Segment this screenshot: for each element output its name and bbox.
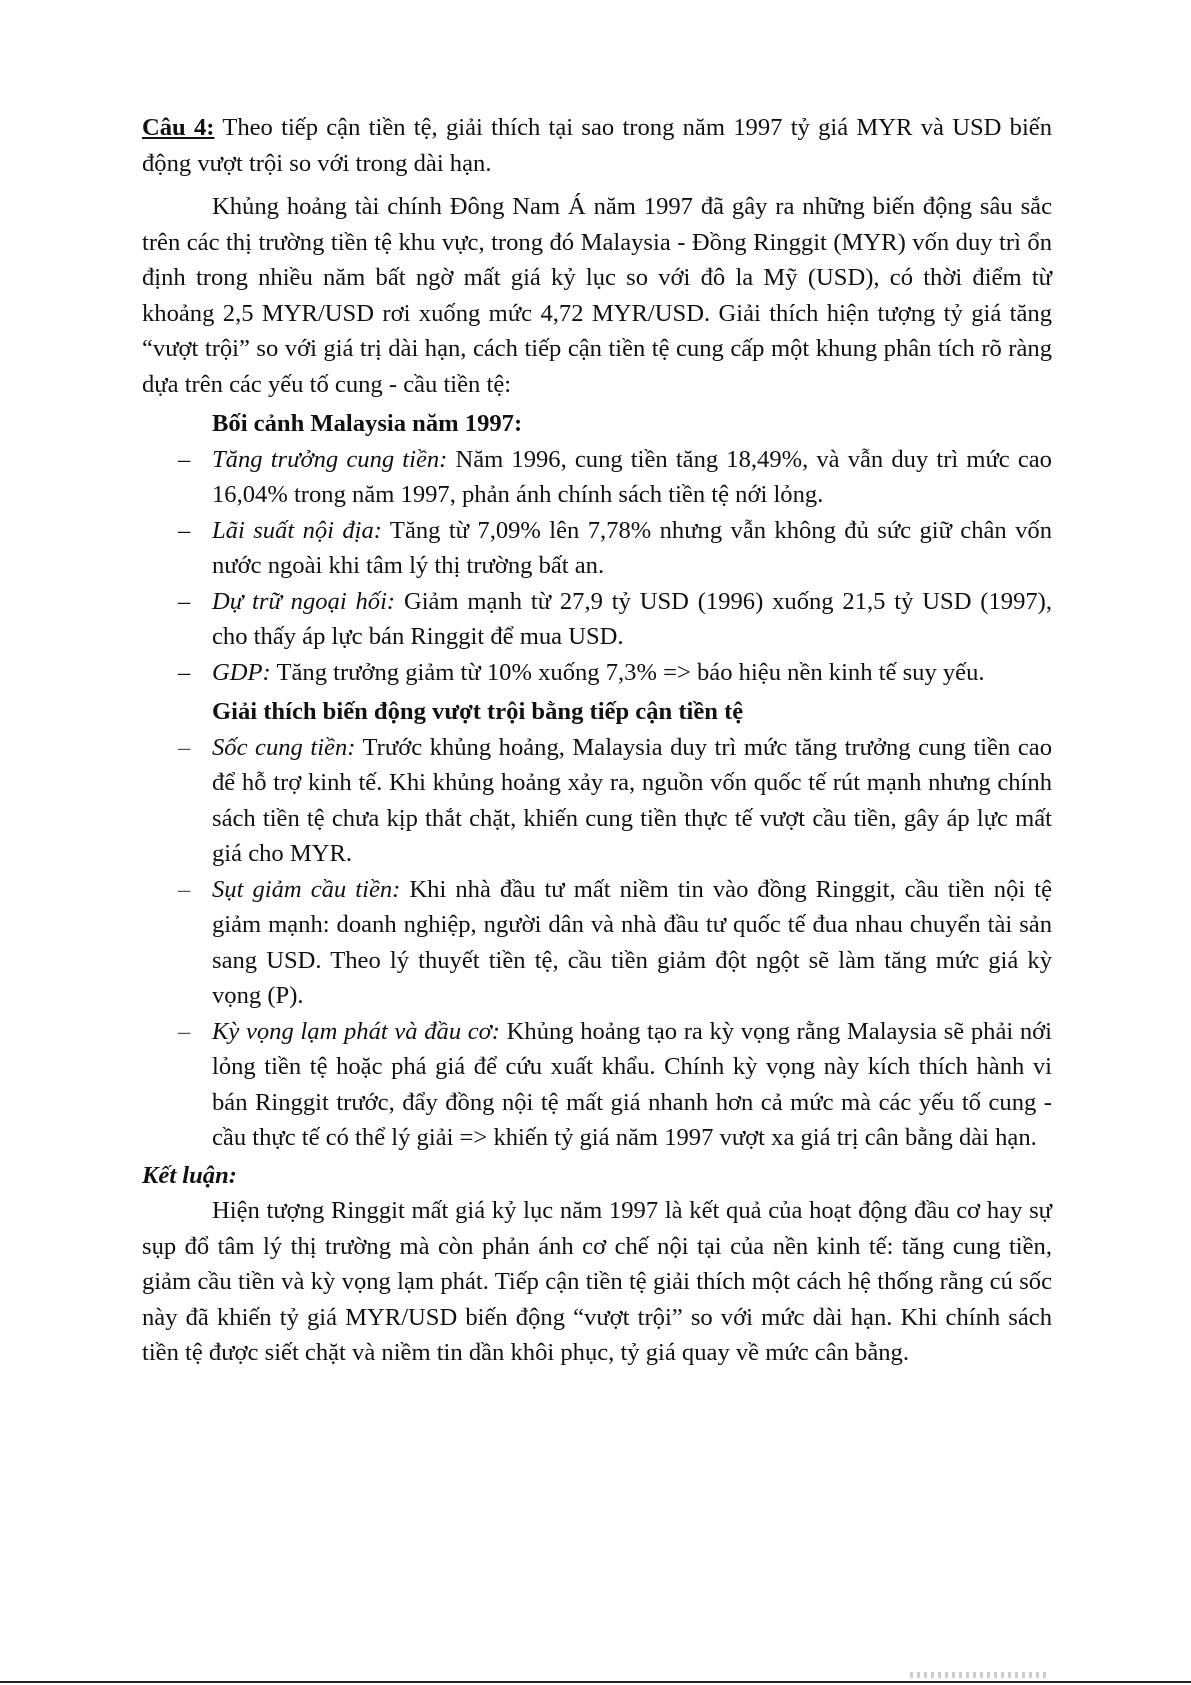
item-term: Tăng trưởng cung tiền:	[212, 445, 448, 473]
dash-bullet: –	[178, 445, 191, 473]
list-item	[142, 872, 1052, 1014]
conclusion-paragraph: Hiện tượng Ringgit mất giá kỷ lục năm 1997 là kết quả của hoạt động đầu cơ hay sự sụp đổ tâm lý thị trường mà còn phản ánh cơ chế nội tại của nền kinh tế: tăng cung tiền, giảm cầu tiền và kỳ vọng lạm phát. Tiếp cận tiền tệ giải thích một cách hệ thống rằng cú sốc này đã khiến tỷ giá MYR/USD biến động “vượt trội” so với mức dài hạn. Khi chính sách tiền tệ được siết chặt và niềm tin dần khôi phục, tỷ giá quay về mức cân bằng.	[142, 1197, 1052, 1366]
item-term: Sụt giảm cầu tiền:	[212, 875, 401, 903]
item-text: Năm 1996, cung tiền tăng 18,49%, và vẫn duy trì mức cao 16,04% trong năm 1997, phản ánh chính sách tiền tệ nới lỏng.	[212, 445, 1052, 508]
explanation-heading: Giải thích biến động vượt trội bằng tiếp cận tiền tệ	[212, 698, 744, 725]
footer-divider	[0, 1681, 1191, 1683]
list-item	[142, 442, 1052, 513]
list-item	[142, 584, 1052, 655]
explanation-list	[142, 730, 1052, 1156]
item-text: Tăng trưởng giảm từ 10% xuống 7,3% => báo hiệu nền kinh tế suy yếu.	[270, 658, 985, 686]
question-text: Theo tiếp cận tiền tệ, giải thích tại sao trong năm 1997 tỷ giá MYR và USD biến động vượt trội so với trong dài hạn.	[142, 114, 1053, 177]
context-heading: Bối cảnh Malaysia năm 1997:	[212, 410, 523, 437]
item-text: Giảm mạnh từ 27,9 tỷ USD (1996) xuống 21,5 tỷ USD (1997), cho thấy áp lực bán Ringgit để mua USD.	[212, 587, 1053, 650]
document-page	[142, 110, 1052, 1371]
item-term: Sốc cung tiền:	[212, 733, 356, 761]
list-item	[142, 730, 1052, 872]
item-term: Dự trữ ngoại hối:	[212, 587, 396, 615]
list-item	[142, 1014, 1052, 1156]
dash-bullet: –	[178, 875, 191, 903]
item-term: Lãi suất nội địa:	[212, 516, 382, 544]
dash-bullet: –	[178, 1017, 191, 1045]
item-term: Kỳ vọng lạm phát và đầu cơ:	[212, 1017, 500, 1045]
context-list	[142, 442, 1052, 691]
dash-bullet: –	[178, 516, 191, 544]
intro-paragraph: Khủng hoảng tài chính Đông Nam Á năm 1997 đã gây ra những biến động sâu sắc trên các thị trường tiền tệ khu vực, trong đó Malaysia - Đồng Ringgit (MYR) vốn duy trì ổn định trong nhiều năm bất ngờ mất giá kỷ lục so với đô la Mỹ (USD), có thời điểm từ khoảng 2,5 MYR/USD rơi xuống mức 4,72 MYR/USD. Giải thích hiện tượng tỷ giá tăng “vượt trội” so với giá trị dài hạn, cách tiếp cận tiền tệ cung cấp một khung phân tích rõ ràng dựa trên các yếu tố cung - cầu tiền tệ:	[142, 193, 1052, 398]
item-text: Khi nhà đầu tư mất niềm tin vào đồng Ringgit, cầu tiền nội tệ giảm mạnh: doanh nghiệp, người dân và nhà đầu tư quốc tế đua nhau chuyển tài sản sang USD. Theo lý thuyết tiền tệ, cầu tiền giảm đột ngột sẽ làm tăng mức giá kỳ vọng (P).	[212, 875, 1052, 1009]
list-item	[142, 655, 1052, 691]
footer-scan-mark	[910, 1672, 1050, 1678]
item-text: Trước khủng hoảng, Malaysia duy trì mức tăng trưởng cung tiền cao để hỗ trợ kinh tế. Khi khủng hoảng xảy ra, nguồn vốn quốc tế rút mạnh nhưng chính sách tiền tệ chưa kịp thắt chặt, khiến cung tiền thực tế vượt cầu tiền, gây áp lực mất giá cho MYR.	[212, 733, 1052, 867]
list-item	[142, 513, 1052, 584]
conclusion-heading: Kết luận:	[142, 1161, 237, 1189]
dash-bullet: –	[178, 658, 191, 686]
question-heading	[142, 110, 1052, 181]
dash-bullet: –	[178, 587, 191, 615]
item-text: Khủng hoảng tạo ra kỳ vọng rằng Malaysia sẽ phải nới lỏng tiền tệ hoặc phá giá để cứu xuất khẩu. Chính kỳ vọng này kích thích hành vi bán Ringgit trước, đẩy đồng nội tệ mất giá nhanh hơn cả mức mà các yếu tố cung - cầu thực tế có thể lý giải => khiến tỷ giá năm 1997 vượt xa giá trị cân bằng dài hạn.	[212, 1017, 1052, 1151]
item-text: Tăng từ 7,09% lên 7,78% nhưng vẫn không đủ sức giữ chân vốn nước ngoài khi tâm lý thị trường bất an.	[212, 516, 1052, 579]
item-term: GDP:	[212, 658, 271, 686]
dash-bullet: –	[178, 733, 191, 761]
question-label: Câu 4:	[142, 114, 215, 141]
